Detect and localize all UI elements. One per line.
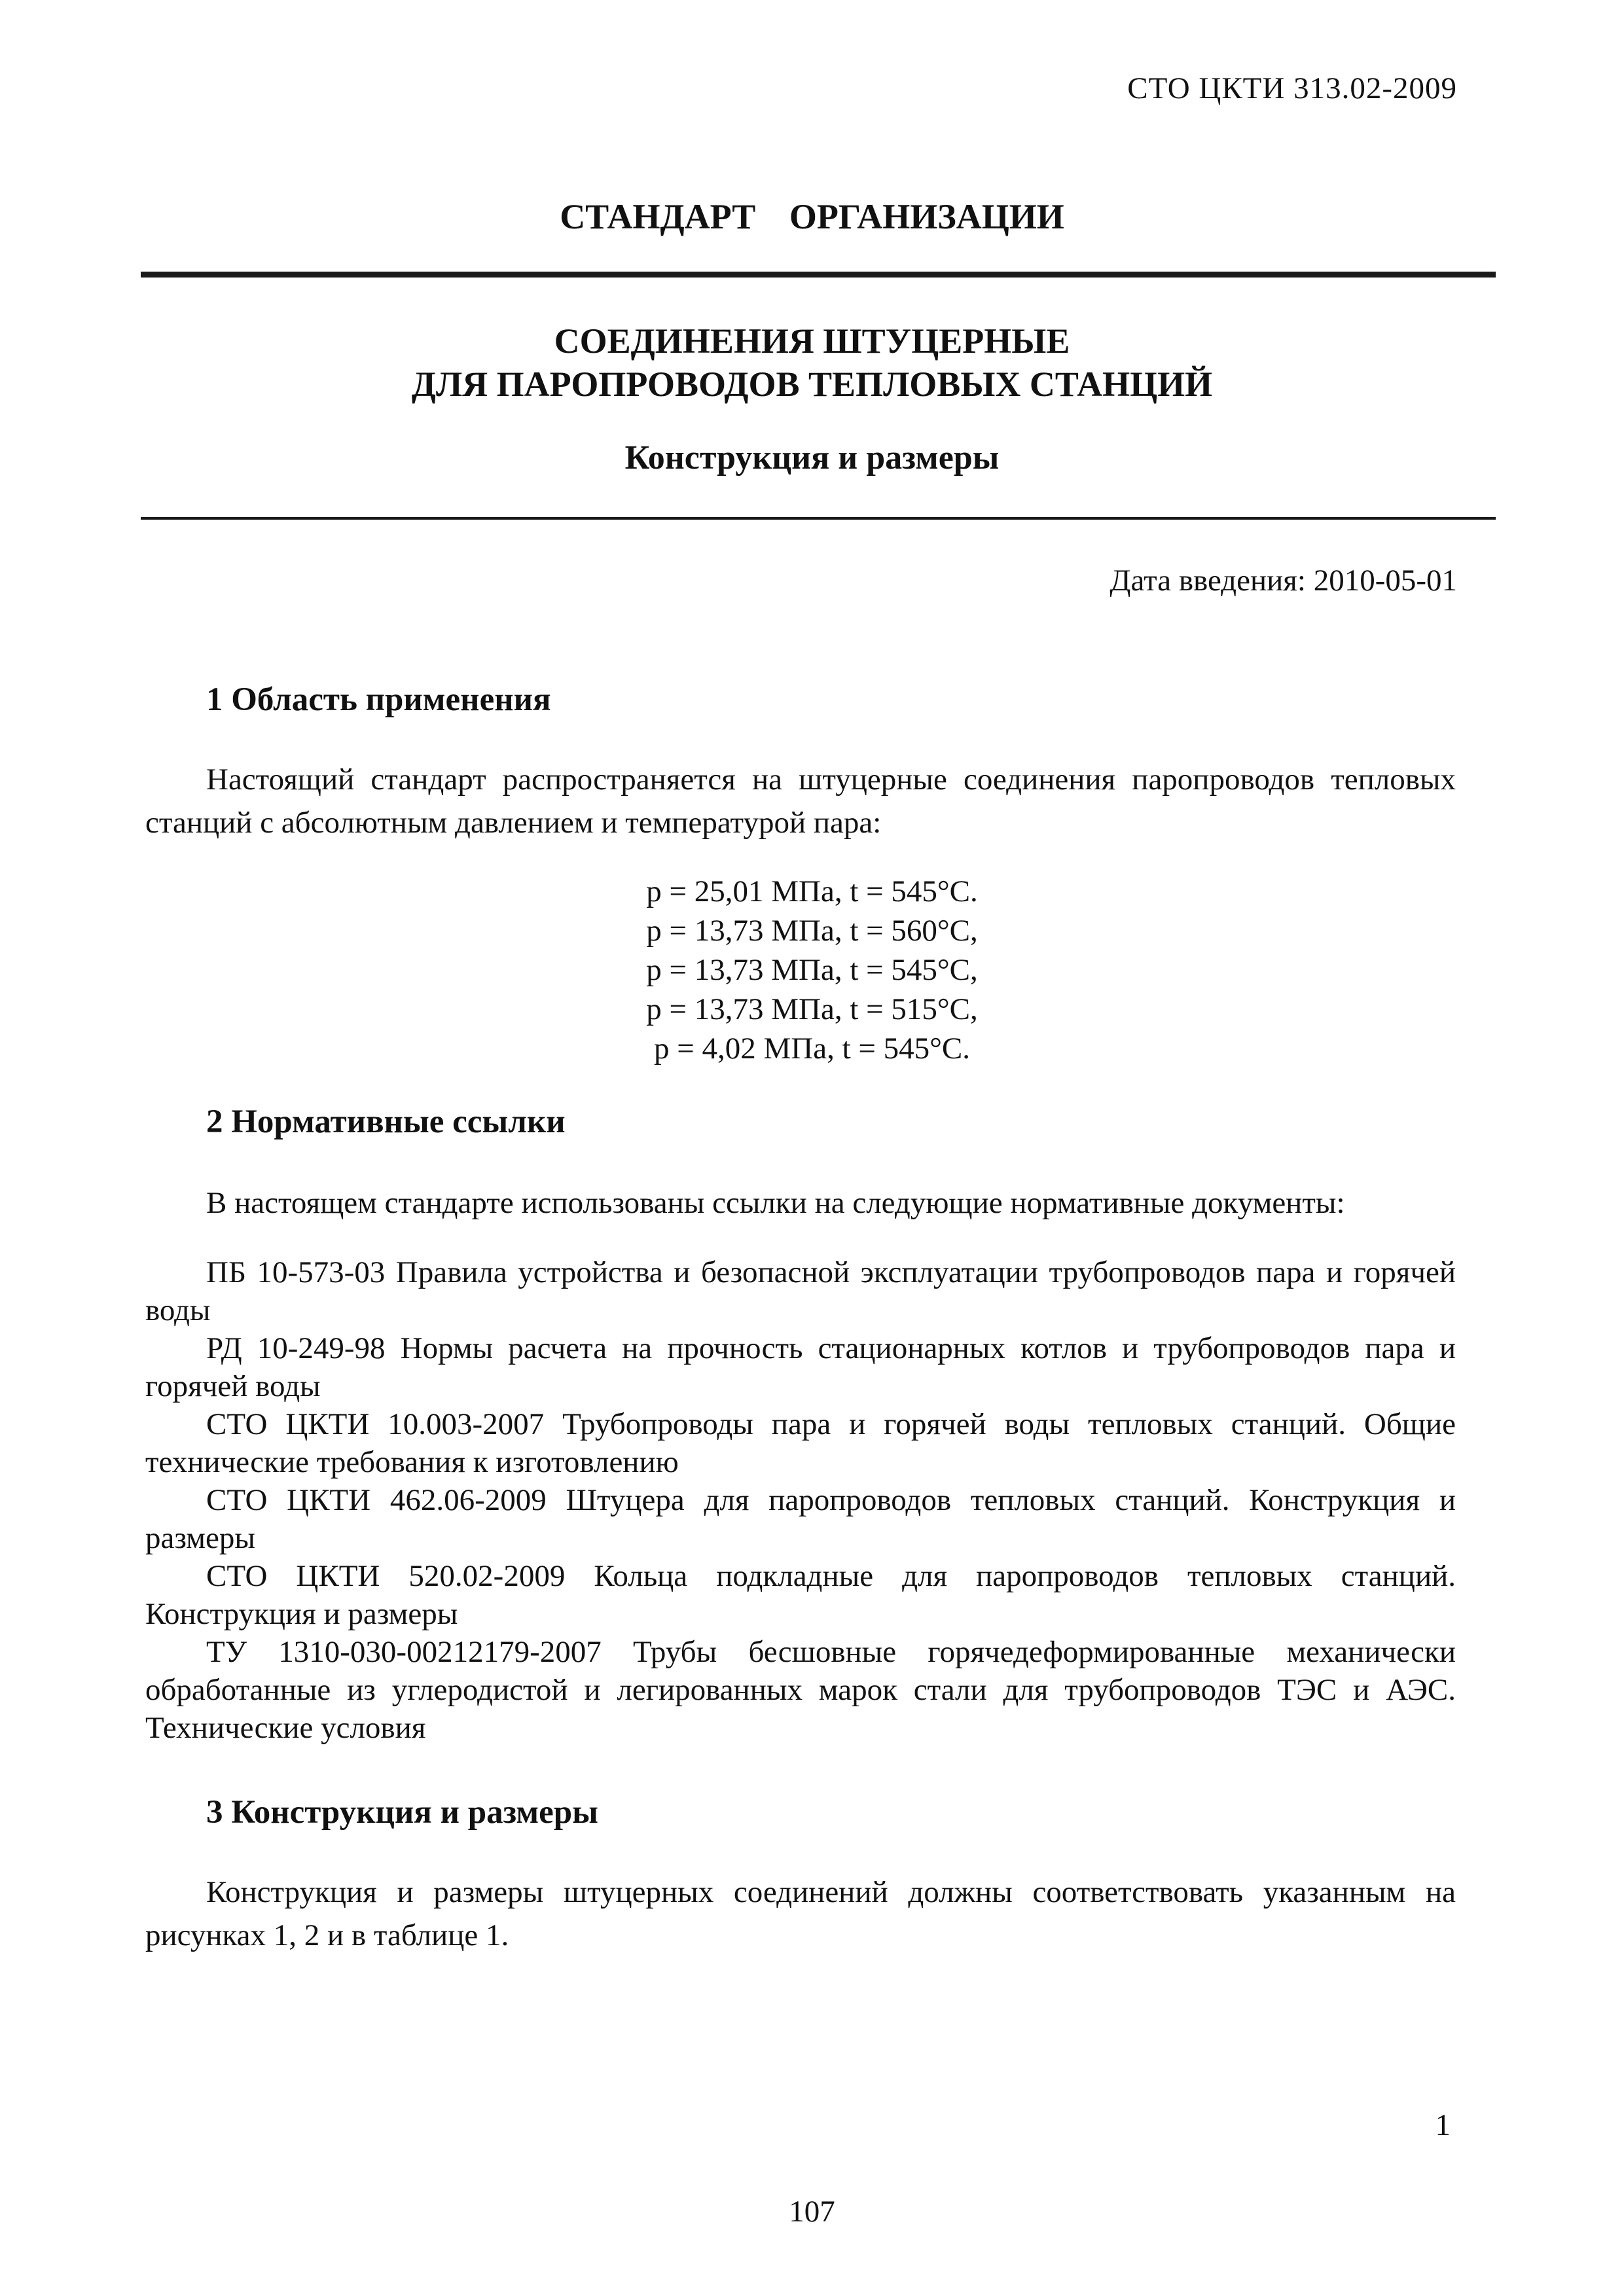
steam-condition: p = 13,73 МПа, t = 560°С, [646,914,978,948]
document-code: СТО ЦКТИ 313.02-2009 [1127,71,1457,105]
document-title-line-2: ДЛЯ ПАРОПРОВОДОВ ТЕПЛОВЫХ СТАНЦИЙ [411,365,1213,404]
document-subtitle: Конструкция и размеры [624,439,1000,476]
section-2-intro: В настоящем стандарте использованы ссылки на следующие нормативные документы: [206,1186,1345,1220]
section-2-heading: 2 Нормативные ссылки [206,1103,566,1140]
section-1-paragraph: Настоящий стандарт распространяется на штуцерные соединения паропроводов тепловых станций с абсолютным давлением и температурой пара: [145,762,1456,840]
steam-condition: p = 4,02 МПа, t = 545°С. [653,1031,971,1066]
steam-condition: p = 13,73 МПа, t = 515°С, [646,992,978,1026]
page-number: 1 [1435,2108,1451,2142]
section-3-heading: 3 Конструкция и размеры [206,1794,598,1831]
steam-condition: p = 13,73 МПа, t = 545°С, [646,953,978,987]
reference-item: ТУ 1310-030-00212179-2007 Трубы бесшовные горячедеформированные механически обработанные из углеродистой и легированных марок стали для трубопроводов ТЭС и АЭС. Технические условия [145,1635,1456,1745]
reference-item: ПБ 10-573-03 Правила устройства и безопасной эксплуатации трубопроводов пара и горячей воды [145,1255,1456,1327]
reference-item: СТО ЦКТИ 10.003-2007 Трубопроводы пара и горячей воды тепловых станций. Общие технические требования к изготовлению [145,1407,1456,1479]
section-1-heading: 1 Область применения [206,681,551,718]
introduction-date: Дата введения: 2010-05-01 [1110,564,1457,598]
normative-references-list [145,1253,1456,1747]
steam-condition: p = 25,01 МПа, t = 545°С. [646,874,978,908]
document-title-line-1: СОЕДИНЕНИЯ ШТУЦЕРНЫЕ [554,321,1070,361]
collection-page-number: 107 [789,2195,835,2229]
reference-item: РД 10-249-98 Нормы расчета на прочность стационарных котлов и трубопроводов пара и горячей воды [145,1331,1456,1403]
document-title [0,319,1624,406]
reference-item: СТО ЦКТИ 462.06-2009 Штуцера для паропроводов тепловых станций. Конструкция и размеры [145,1483,1456,1555]
reference-item: СТО ЦКТИ 520.02-2009 Кольца подкладные для паропроводов тепловых станций. Конструкция и размеры [145,1559,1456,1631]
steam-conditions-list [0,872,1624,1068]
header-divider-thin [141,517,1496,520]
section-3-paragraph: Конструкция и размеры штуцерных соединений должны соответствовать указанным на рисунках 1, 2 и в таблице 1. [145,1875,1456,1952]
header-divider-thick [141,272,1496,278]
standard-type-heading: СТАНДАРТ ОРГАНИЗАЦИИ [560,197,1064,236]
